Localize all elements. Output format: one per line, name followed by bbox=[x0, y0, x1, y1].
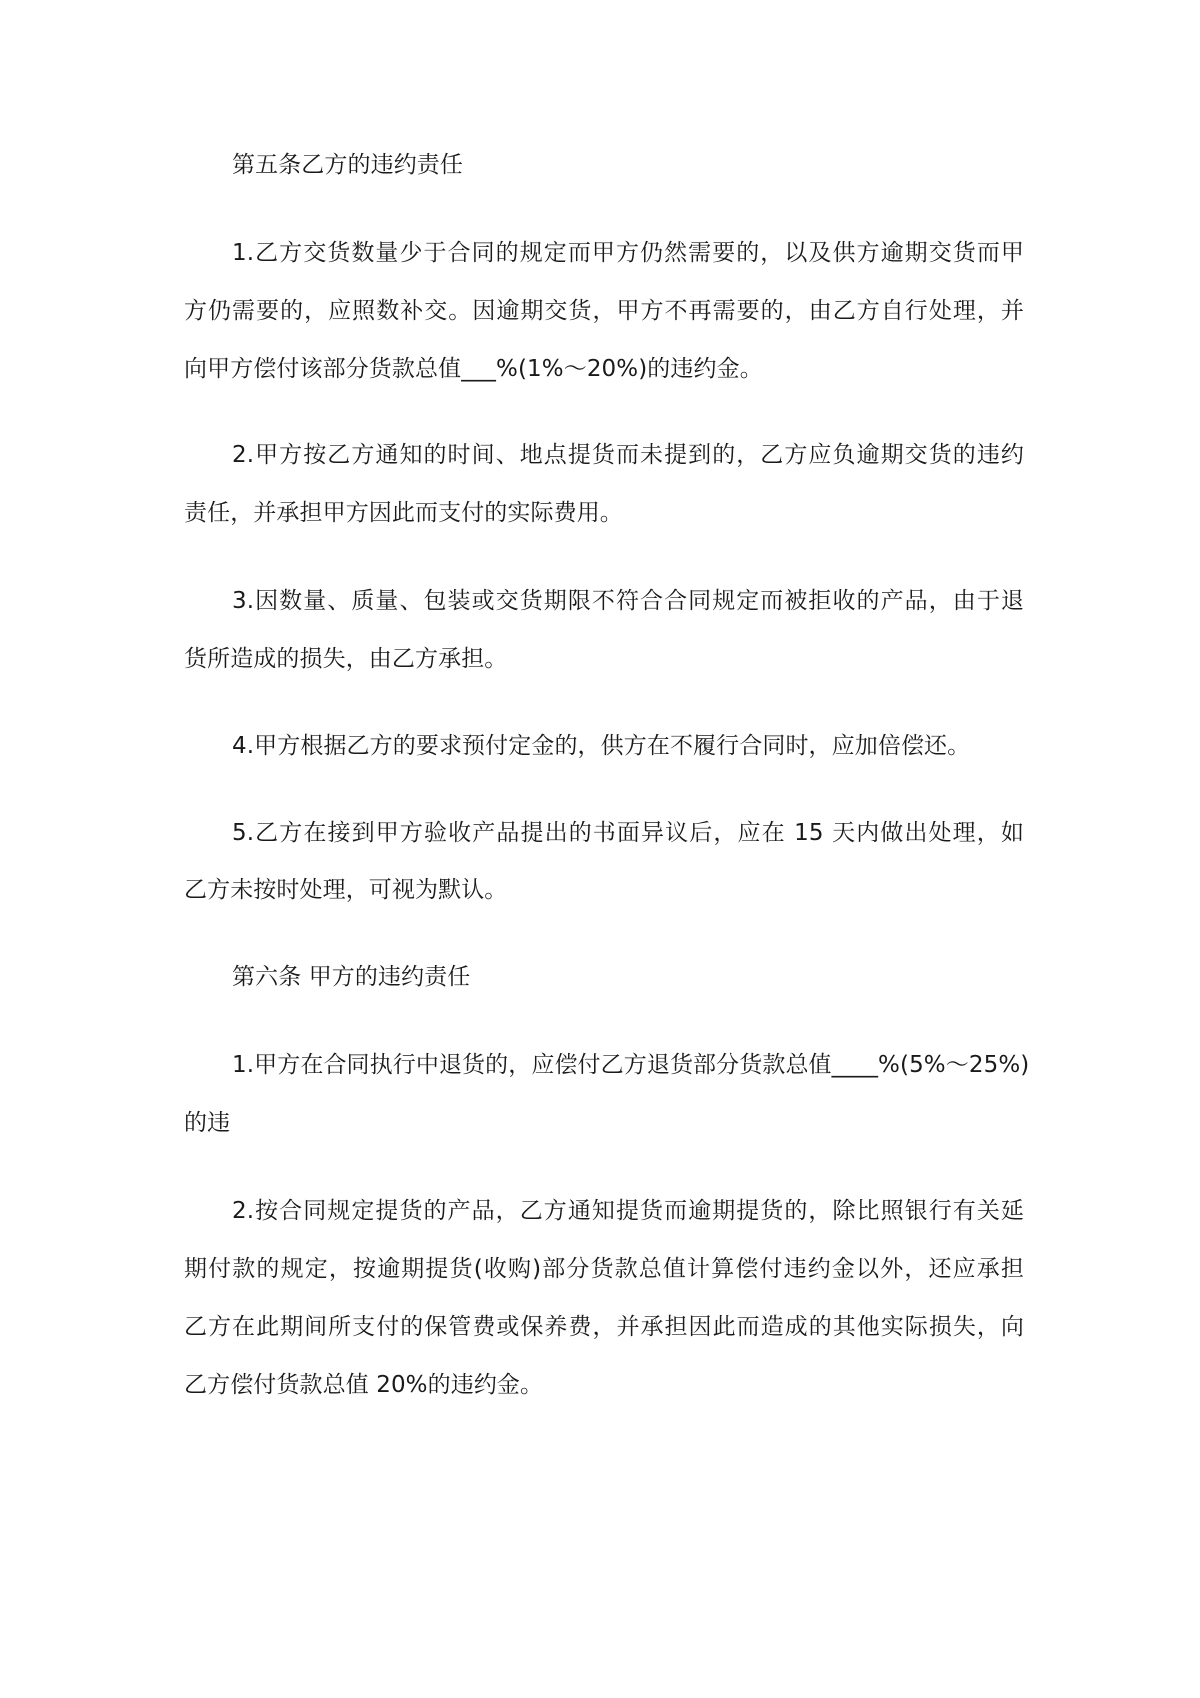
section-5-clause-2-line-2: 责任，并承担甲方因此而支付的实际费用。 bbox=[184, 500, 623, 526]
section-5-clause-3-line-2: 货所造成的损失，由乙方承担。 bbox=[184, 646, 508, 672]
section-6-clause-1-line-2: 的违 bbox=[184, 1110, 231, 1136]
section-6-clause-2-line-3: 乙方在此期间所支付的保管费或保养费，并承担因此而造成的其他实际损失，向 bbox=[184, 1314, 1024, 1340]
section-6-heading: 第六条 甲方的违约责任 bbox=[232, 964, 471, 990]
section-6-clause-2-line-4: 乙方偿付货款总值 20%的违约金。 bbox=[184, 1372, 544, 1398]
section-5-clause-1-line-3: 向甲方偿付该部分货款总值___%(1%～20%)的违约金。 bbox=[184, 356, 763, 382]
section-5-clause-1-line-1: 1.乙方交货数量少于合同的规定而甲方仍然需要的，以及供方逾期交货而甲 bbox=[232, 240, 1024, 266]
section-6-clause-2-line-1: 2.按合同规定提货的产品，乙方通知提货而逾期提货的，除比照银行有关延 bbox=[232, 1198, 1024, 1224]
section-5-clause-5-line-1: 5.乙方在接到甲方验收产品提出的书面异议后，应在 15 天内做出处理，如 bbox=[232, 820, 1024, 846]
section-5-clause-3-line-1: 3.因数量、质量、包装或交货期限不符合合同规定而被拒收的产品，由于退 bbox=[232, 588, 1024, 614]
section-5-clause-4-line-1: 4.甲方根据乙方的要求预付定金的，供方在不履行合同时，应加倍偿还。 bbox=[232, 733, 971, 759]
section-5-clause-5-line-2: 乙方未按时处理，可视为默认。 bbox=[184, 877, 508, 903]
section-5-heading: 第五条乙方的违约责任 bbox=[232, 152, 463, 178]
section-6-clause-1-line-1: 1.甲方在合同执行中退货的，应偿付乙方退货部分货款总值____%(5%～25%) bbox=[232, 1052, 1030, 1078]
section-5-clause-2-line-1: 2.甲方按乙方通知的时间、地点提货而未提到的，乙方应负逾期交货的违约 bbox=[232, 442, 1024, 468]
section-5-clause-1-line-2: 方仍需要的，应照数补交。因逾期交货，甲方不再需要的，由乙方自行处理，并 bbox=[184, 298, 1024, 324]
section-6-clause-2-line-2: 期付款的规定，按逾期提货(收购)部分货款总值计算偿付违约金以外，还应承担 bbox=[184, 1256, 1024, 1282]
